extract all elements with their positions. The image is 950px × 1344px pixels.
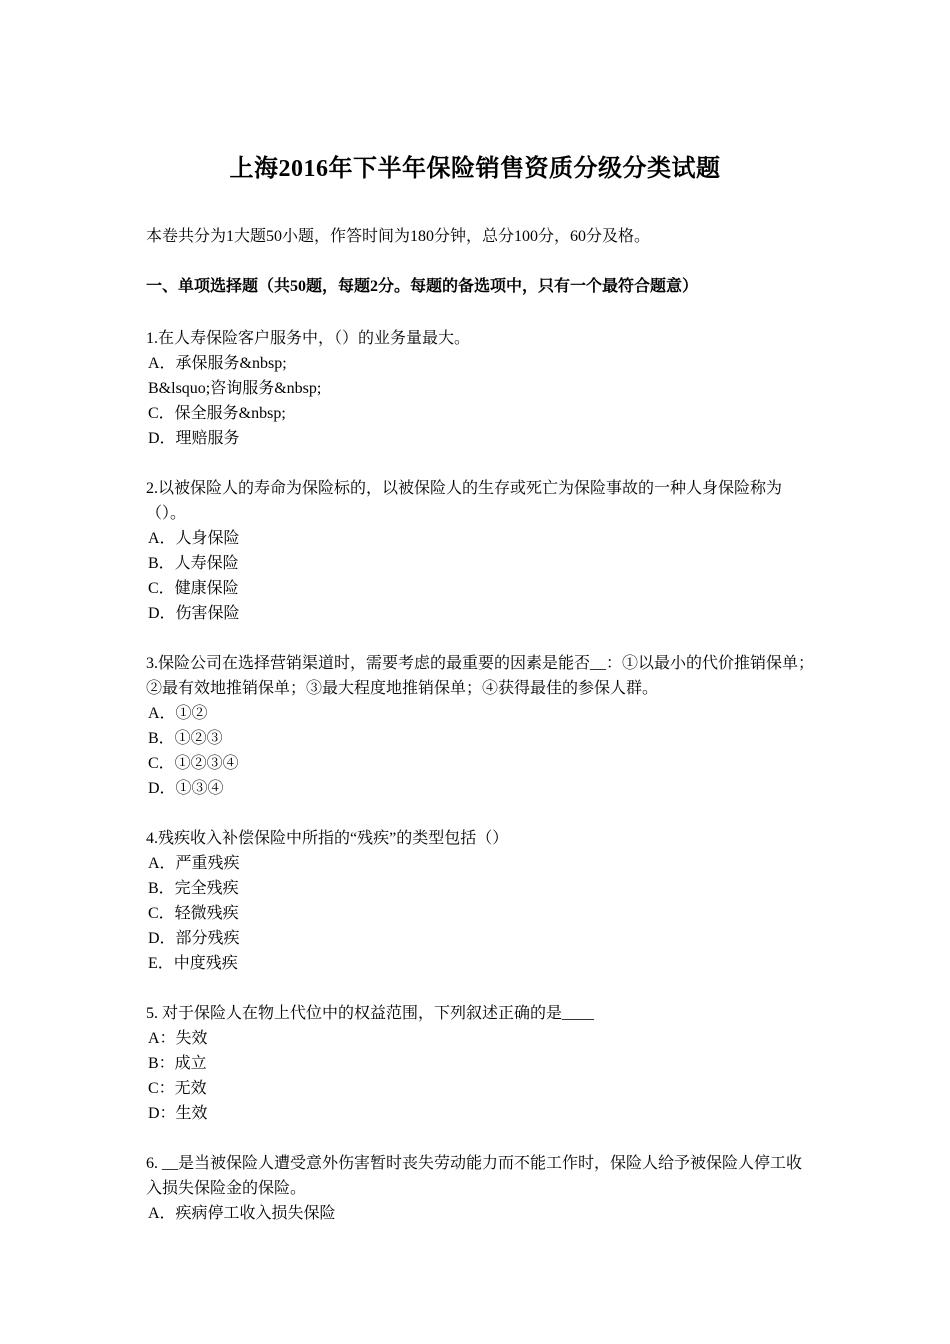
- option-d: D．部分残疾: [148, 930, 240, 947]
- option-b: B：成立: [148, 1055, 207, 1072]
- question-list: [146, 326, 814, 1251]
- option-a: A．疾病停工收入损失保险: [148, 1205, 336, 1222]
- question-4: [146, 826, 814, 976]
- option-b: B．完全残疾: [148, 880, 239, 897]
- option-d: D．伤害保险: [148, 605, 240, 622]
- option-c: C．①②③④: [148, 755, 239, 772]
- exam-intro: 本卷共分为1大题50小题，作答时间为180分钟，总分100分，60分及格。: [146, 228, 651, 245]
- question-6: [146, 1151, 814, 1226]
- question-stem: 1.在人寿保险客户服务中，（）的业务量最大。: [146, 330, 471, 347]
- option-a: A．①②: [148, 705, 208, 722]
- option-d: D．①③④: [148, 780, 224, 797]
- option-b: B&lsquo;咨询服务&nbsp;: [148, 380, 322, 397]
- option-a: A：失效: [148, 1030, 208, 1047]
- document-title: 上海2016年下半年保险销售资质分级分类试题: [229, 156, 721, 182]
- option-e: E．中度残疾: [148, 955, 238, 972]
- question-stem: 3.保险公司在选择营销渠道时，需要考虑的最重要的因素是能否__：①以最小的代价推销保单；②最有效地推销保单；③最大程度地推销保单；④获得最佳的参保人群。: [146, 655, 815, 697]
- option-b: B．人寿保险: [148, 555, 239, 572]
- question-3: [146, 651, 814, 801]
- option-a: A．承保服务&nbsp;: [148, 355, 287, 372]
- option-d: D：生效: [148, 1105, 208, 1122]
- question-5: [146, 1001, 814, 1126]
- question-stem: 5. 对于保险人在物上代位中的权益范围，下列叙述正确的是____: [146, 1005, 595, 1022]
- option-a: A．人身保险: [148, 530, 240, 547]
- option-a: A．严重残疾: [148, 855, 240, 872]
- option-c: C．轻微残疾: [148, 905, 239, 922]
- question-2: [146, 476, 814, 626]
- question-stem: 6. __是当被保险人遭受意外伤害暂时丧失劳动能力而不能工作时，保险人给予被保险人停工收入损失保险金的保险。: [146, 1155, 803, 1197]
- option-d: D．理赔服务: [148, 430, 240, 447]
- option-c: C．健康保险: [148, 580, 239, 597]
- question-1: [146, 326, 814, 451]
- option-c: C：无效: [148, 1080, 207, 1097]
- option-c: C．保全服务&nbsp;: [148, 405, 286, 422]
- option-b: B．①②③: [148, 730, 223, 747]
- question-stem: 2.以被保险人的寿命为保险标的，以被保险人的生存或死亡为保险事故的一种人身保险称为（）。: [146, 480, 783, 522]
- question-stem: 4.残疾收入补偿保险中所指的“残疾”的类型包括（）: [146, 830, 509, 847]
- section-heading: 一、单项选择题（共50题，每题2分。每题的备选项中，只有一个最符合题意）: [146, 278, 699, 295]
